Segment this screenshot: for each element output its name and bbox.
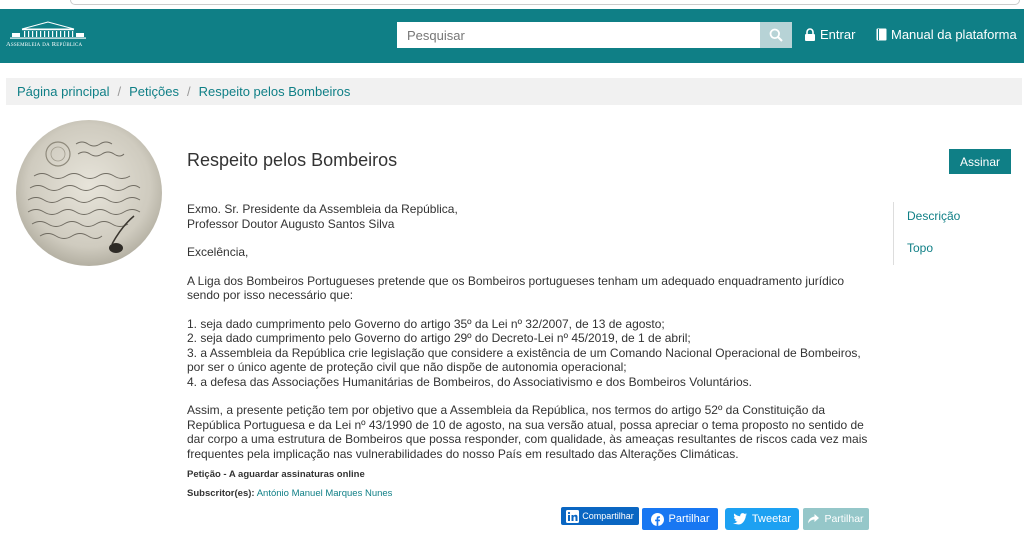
manual-link[interactable] bbox=[876, 27, 1017, 42]
side-nav-top[interactable]: Topo bbox=[907, 241, 934, 255]
parliament-building-icon bbox=[10, 21, 86, 39]
facebook-share-label: Partilhar bbox=[668, 513, 710, 525]
greeting: Excelência, bbox=[187, 245, 249, 259]
linkedin-share-button[interactable] bbox=[561, 507, 639, 525]
conclusion-paragraph: Assim, a presente petição tem por objetivo que a Assembleia da República, nos termos do artigo 52º da Constituição da República Portuguesa e da Lei nº 43/1990 de 10 de agosto, na sua versão atual, possa apreciar o tema proposto no sentido de dar corpo a uma estrutura de Bombeiros que possa responder, com qualidade, às ameaças resultantes de riscos cada vez mais frequentes pela implicação nas vulnerabilidades do nosso País em resultado das Alterações Climáticas. bbox=[187, 403, 868, 461]
book-icon bbox=[876, 28, 887, 41]
petition-body bbox=[187, 202, 877, 461]
side-navigation bbox=[893, 202, 961, 265]
search-input[interactable] bbox=[397, 22, 760, 48]
list-item: 3. a Assembleia da República crie legislação que considere a existência de um Comando Nacional Operacional de Bombeiros, por ser o único agente de proteção civil que não dispõe de autonomia operacional; bbox=[187, 345, 861, 374]
breadcrumb bbox=[6, 78, 1022, 105]
manual-label: Manual da plataforma bbox=[891, 27, 1017, 42]
breadcrumb-current[interactable]: Respeito pelos Bombeiros bbox=[198, 84, 351, 99]
linkedin-icon bbox=[566, 510, 579, 523]
share-arrow-icon bbox=[808, 514, 819, 524]
subscriber-label: Subscritor(es): bbox=[187, 488, 255, 499]
breadcrumb-petitions[interactable]: Petições bbox=[129, 84, 180, 99]
site-logo[interactable] bbox=[6, 21, 90, 53]
intro-paragraph: A Liga dos Bombeiros Portugueses pretende que os Bombeiros portugueses tenham um adequado enquadramento jurídico sendo por isso necessário que: bbox=[187, 273, 845, 302]
lock-icon bbox=[804, 28, 816, 41]
side-nav-description[interactable]: Descrição bbox=[907, 209, 961, 223]
salutation-line: Exmo. Sr. Presidente da Assembleia da República, bbox=[187, 202, 458, 216]
sign-button[interactable]: Assinar bbox=[949, 149, 1011, 174]
subscriber-link[interactable]: António Manuel Marques Nunes bbox=[256, 488, 393, 499]
petition-status: Petição - A aguardar assinaturas online bbox=[187, 469, 365, 480]
site-header bbox=[0, 9, 1024, 63]
twitter-share-button[interactable] bbox=[725, 508, 799, 530]
generic-share-label: Partilhar bbox=[824, 513, 864, 525]
login-label: Entrar bbox=[820, 27, 856, 42]
list-item: 1. seja dado cumprimento pelo Governo do artigo 35º da Lei nº 32/2007, de 13 de agosto; bbox=[187, 316, 665, 331]
breadcrumb-separator: / bbox=[117, 84, 122, 99]
list-item: 4. a defesa das Associações Humanitárias de Bombeiros, do Associativismo e dos Bombeiros Voluntários. bbox=[187, 374, 752, 389]
petition-image bbox=[16, 120, 162, 266]
login-link[interactable] bbox=[804, 27, 855, 42]
breadcrumb-home[interactable]: Página principal bbox=[17, 84, 110, 99]
facebook-icon bbox=[651, 513, 664, 526]
twitter-icon bbox=[733, 513, 747, 525]
logo-text: Assembleia da República bbox=[6, 41, 83, 48]
subscriber-line bbox=[187, 488, 392, 499]
search-button[interactable] bbox=[760, 22, 792, 48]
twitter-share-label: Tweetar bbox=[751, 513, 792, 525]
generic-share-button[interactable] bbox=[803, 508, 869, 530]
browser-top-strip bbox=[0, 0, 1024, 9]
list-item: 2. seja dado cumprimento pelo Governo do artigo 29º do Decreto-Lei nº 45/2019, de 1 de abril; bbox=[187, 331, 691, 345]
petition-title: Respeito pelos Bombeiros bbox=[187, 150, 398, 170]
facebook-share-button[interactable] bbox=[642, 508, 718, 530]
salutation-line: Professor Doutor Augusto Santos Silva bbox=[187, 216, 395, 231]
search-icon bbox=[769, 28, 783, 42]
linkedin-share-label: Compartilhar bbox=[582, 511, 634, 521]
breadcrumb-separator: / bbox=[187, 84, 191, 99]
